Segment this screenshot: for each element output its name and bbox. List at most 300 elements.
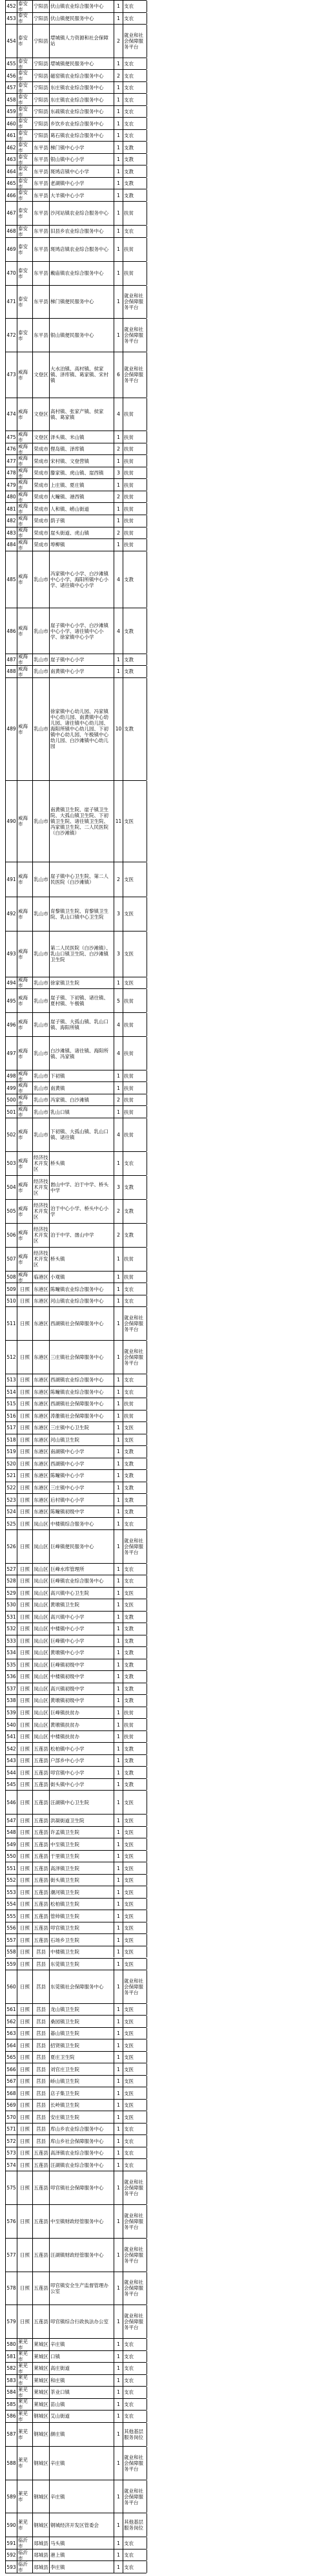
service-type-cell: 支农 xyxy=(123,2135,147,2147)
county-cell: 文登区 xyxy=(33,398,50,431)
row-number: 490 xyxy=(6,781,17,862)
city-cell: 日照 xyxy=(17,1671,33,1683)
table-row xyxy=(5,1694,147,1707)
count-cell: 4 xyxy=(114,1013,123,1036)
unit-cell: 斑鸠店镇中心小学 xyxy=(50,165,114,177)
count-cell: 1 xyxy=(114,1683,123,1695)
city-cell: 莱芜市 xyxy=(17,2411,33,2422)
city-cell: 威海市 xyxy=(17,666,33,677)
service-type-cell: 支教 xyxy=(123,1767,147,1778)
county-cell: 东港区 xyxy=(33,1470,50,1482)
row-number: 513 xyxy=(6,1374,17,1386)
city-cell: 泰安市 xyxy=(17,286,33,319)
count-cell: 2 xyxy=(114,443,123,455)
county-cell: 东平县 xyxy=(33,142,50,153)
count-cell: 1 xyxy=(114,1283,123,1295)
county-cell: 乳山市 xyxy=(33,1070,50,1082)
table-row xyxy=(5,177,147,189)
table-row xyxy=(5,105,147,118)
row-number: 459 xyxy=(6,106,17,118)
table-row xyxy=(5,1814,147,1826)
city-cell: 威海市 xyxy=(17,1094,33,1106)
count-cell: 1 xyxy=(114,2339,123,2350)
city-cell: 泰安市 xyxy=(17,262,33,285)
row-number: 496 xyxy=(6,1013,17,1036)
city-cell: 日照 xyxy=(17,1827,33,1838)
table-row xyxy=(5,1012,147,1036)
county-cell: 莒县 xyxy=(33,2100,50,2111)
unit-cell: 高兴镇中心小学 xyxy=(50,1612,114,1623)
service-type-cell: 扶贫 xyxy=(123,1070,147,1082)
unit-cell: 辛庄镇 xyxy=(50,2480,114,2513)
count-cell: 1 xyxy=(114,1707,123,1719)
city-cell: 日照 xyxy=(17,1875,33,1886)
row-number: 528 xyxy=(6,1575,17,1587)
city-cell: 威海市 xyxy=(17,1082,33,1094)
unit-cell: 堽城镇人力资源和社会保障站 xyxy=(50,25,114,58)
count-cell: 1 xyxy=(114,1791,123,1814)
row-number: 546 xyxy=(6,1791,17,1814)
service-type-cell: 支医 xyxy=(123,1934,147,1946)
unit-cell: 叩官镇卫生院 xyxy=(50,1922,114,1934)
row-number: 549 xyxy=(6,1838,17,1850)
count-cell: 1 xyxy=(114,202,123,225)
table-row xyxy=(5,237,147,261)
service-type-cell: 支教 xyxy=(123,551,147,608)
count-cell: 1 xyxy=(114,1671,123,1683)
row-number: 482 xyxy=(6,515,17,527)
county-cell: 荣成市 xyxy=(33,455,50,467)
row-number: 591 xyxy=(6,2537,17,2549)
service-type-cell: 支教 xyxy=(123,1683,147,1695)
city-cell: 日照 xyxy=(17,2205,33,2238)
unit-cell: 黄墩镇初级中学 xyxy=(50,1695,114,1707)
service-type-cell: 支农 xyxy=(123,2537,147,2549)
unit-cell: 中楼镇初级中学 xyxy=(50,1671,114,1683)
count-cell: 1 xyxy=(114,503,123,515)
city-cell: 日照 xyxy=(17,2147,33,2159)
table-row xyxy=(5,1410,147,1422)
county-cell: 莒县 xyxy=(33,2052,50,2063)
city-cell: 日照 xyxy=(17,1899,33,1910)
unit-cell: 大羊镇中心小学 xyxy=(50,189,114,201)
city-cell: 日照 xyxy=(17,2100,33,2111)
city-cell: 威海市 xyxy=(17,431,33,443)
city-cell: 日照 xyxy=(17,2239,33,2272)
unit-cell: 小观镇 xyxy=(50,1272,114,1283)
unit-cell: 银山镇便民服务中心 xyxy=(50,319,114,352)
unit-cell: 户部乡中心小学 xyxy=(50,1755,114,1767)
row-number: 536 xyxy=(6,1671,17,1683)
city-cell: 威海市 xyxy=(17,443,33,455)
city-cell: 泰安市 xyxy=(17,94,33,105)
table-row xyxy=(5,677,147,780)
unit-cell: 陈疃镇农业综合服务中心 xyxy=(50,1387,114,1398)
row-number: 533 xyxy=(6,1635,17,1647)
table-row xyxy=(5,454,147,467)
row-number: 544 xyxy=(6,1767,17,1778)
city-cell: 威海市 xyxy=(17,897,33,931)
table-row xyxy=(5,491,147,503)
row-number: 589 xyxy=(6,2480,17,2513)
unit-cell: 长岭镇卫生院 xyxy=(50,2100,114,2111)
spreadsheet-table xyxy=(5,0,147,2576)
count-cell: 1 xyxy=(114,2063,123,2075)
county-cell: 五莲县 xyxy=(33,2171,50,2204)
county-cell: 五莲县 xyxy=(33,2239,50,2272)
unit-cell: 夏庄卫生院 xyxy=(50,2052,114,2063)
count-cell: 1 xyxy=(114,2305,123,2338)
unit-cell: 戴庙镇农业综合服务中心 xyxy=(50,262,114,285)
row-number: 522 xyxy=(6,1482,17,1494)
row-number: 488 xyxy=(6,666,17,677)
count-cell: 1 xyxy=(114,1446,123,1458)
table-row xyxy=(5,1958,147,1970)
unit-cell: 辛庄镇 xyxy=(50,2339,114,2350)
county-cell: 乳山市 xyxy=(33,1094,50,1106)
count-cell: 1 xyxy=(114,1875,123,1886)
county-cell: 荣成市 xyxy=(33,515,50,527)
service-type-cell: 支农 xyxy=(123,2411,147,2422)
unit-cell: 松柏镇卫生院 xyxy=(50,1899,114,1910)
county-cell: 东港区 xyxy=(33,1506,50,1518)
unit-cell: 陈疃镇初级中学 xyxy=(50,1506,114,1518)
service-type-cell: 支教 xyxy=(123,1224,147,1247)
row-number: 511 xyxy=(6,1307,17,1340)
table-row xyxy=(5,1458,147,1470)
count-cell: 1 xyxy=(114,455,123,467)
unit-cell: 第二人民医院（白沙滩镇）、乳山口镇卫生院、白沙滩镇卫生院 xyxy=(50,931,114,976)
row-number: 541 xyxy=(6,1731,17,1743)
county-cell: 宁阳县 xyxy=(33,106,50,118)
row-number: 564 xyxy=(6,2039,17,2051)
city-cell: 日照 xyxy=(17,1506,33,1518)
unit-cell: 西湖镇中心小学 xyxy=(50,1458,114,1470)
count-cell: 1 xyxy=(114,1458,123,1470)
city-cell: 威海市 xyxy=(17,527,33,539)
row-number: 543 xyxy=(6,1755,17,1767)
row-number: 508 xyxy=(6,1272,17,1283)
count-cell: 1 xyxy=(114,977,123,989)
service-type-cell: 扶贫 xyxy=(123,491,147,503)
row-number: 463 xyxy=(6,154,17,165)
row-number: 478 xyxy=(6,467,17,479)
count-cell: 1 xyxy=(114,2387,123,2398)
count-cell: 1 xyxy=(114,1659,123,1671)
city-cell: 日照 xyxy=(17,2171,33,2204)
count-cell: 1 xyxy=(114,1272,123,1283)
unit-cell: 沙河站镇农业综合服务中心 xyxy=(50,202,114,225)
count-cell: 1 xyxy=(114,431,123,443)
count-cell: 1 xyxy=(114,1422,123,1434)
unit-cell: 巨峰镇扶贫办 xyxy=(50,1707,114,1719)
service-type-cell: 就业和社会保障服务平台 xyxy=(123,2480,147,2513)
table-row xyxy=(5,1886,147,1898)
service-type-cell: 扶贫 xyxy=(123,1707,147,1719)
city-cell: 泰安市 xyxy=(17,82,33,94)
row-number: 593 xyxy=(6,2561,17,2573)
unit-cell: 和庄镇 xyxy=(50,2375,114,2387)
county-cell: 岚山区 xyxy=(33,1564,50,1575)
city-cell: 日照 xyxy=(17,2028,33,2039)
county-cell: 莒县 xyxy=(33,1959,50,1970)
count-cell: 1 xyxy=(114,189,123,201)
service-type-cell: 支农 xyxy=(123,130,147,142)
county-cell: 东平县 xyxy=(33,286,50,319)
unit-cell: 大水泊镇、高村镇、侯家镇、泽库镇、葛家镇、宋村镇 xyxy=(50,352,114,397)
table-row xyxy=(5,261,147,285)
county-cell: 莒县 xyxy=(33,2028,50,2039)
row-number: 504 xyxy=(6,1176,17,1199)
count-cell: 1 xyxy=(114,1374,123,1386)
count-cell: 1 xyxy=(114,2004,123,2016)
unit-cell: 荫子镇 xyxy=(50,515,114,527)
count-cell: 1 xyxy=(114,178,123,189)
unit-cell: 崖子镇中心小学、白沙滩镇中心小学、诸往镇中心小学、徐家镇中心小学 xyxy=(50,608,114,653)
count-cell: 4 xyxy=(114,1037,123,1070)
count-cell: 1 xyxy=(114,2351,123,2363)
city-cell: 日照 xyxy=(17,2016,33,2027)
unit-cell: 南黄镇 xyxy=(50,1082,114,1094)
unit-cell: 磁窑镇农业综合服务中心 xyxy=(50,70,114,81)
table-row xyxy=(5,2350,147,2363)
table-row xyxy=(5,1306,147,1340)
row-number: 461 xyxy=(6,130,17,142)
unit-cell: 汪湖镇中心卫生院 xyxy=(50,1791,114,1814)
row-number: 457 xyxy=(6,82,17,94)
service-type-cell: 支教 xyxy=(123,1612,147,1623)
unit-cell: 叩官镇综合行政执法办公室 xyxy=(50,2305,114,2338)
service-type-cell: 支医 xyxy=(123,2063,147,2075)
county-cell: 莱城区 xyxy=(33,2399,50,2411)
service-type-cell: 支教 xyxy=(123,678,147,780)
county-cell: 五莲县 xyxy=(33,1815,50,1826)
city-cell: 威海市 xyxy=(17,479,33,491)
service-type-cell: 支教 xyxy=(123,1659,147,1671)
count-cell: 2 xyxy=(114,70,123,81)
unit-cell: 俚岛镇、泽库镇 xyxy=(50,443,114,455)
unit-cell: 徐家镇卫生院 xyxy=(50,977,114,989)
service-type-cell: 支医 xyxy=(123,1946,147,1958)
row-number: 484 xyxy=(6,539,17,551)
county-cell: 五莲县 xyxy=(33,2147,50,2159)
unit-cell: 崮山中学、泊于中学、桥头中学 xyxy=(50,1176,114,1199)
count-cell: 1 xyxy=(114,142,123,153)
count-cell: 1 xyxy=(114,1838,123,1850)
count-cell: 1 xyxy=(114,58,123,70)
city-cell: 威海市 xyxy=(17,455,33,467)
city-cell: 日照 xyxy=(17,1707,33,1719)
unit-cell: 叩官镇中心小学 xyxy=(50,1767,114,1778)
city-cell: 威海市 xyxy=(17,781,33,862)
row-number: 562 xyxy=(6,2016,17,2027)
count-cell: 1 xyxy=(114,2028,123,2039)
service-type-cell: 支农 xyxy=(123,2159,147,2171)
table-row xyxy=(5,81,147,94)
table-row xyxy=(5,1659,147,1671)
row-number: 557 xyxy=(6,1934,17,1946)
county-cell: 临港区 xyxy=(33,1272,50,1283)
city-cell: 威海市 xyxy=(17,654,33,666)
table-row xyxy=(5,12,147,25)
table-row xyxy=(5,189,147,201)
unit-cell: 中至镇财政经管服务中心 xyxy=(50,2205,114,2238)
row-number: 530 xyxy=(6,1599,17,1611)
service-type-cell: 扶贫 xyxy=(123,1094,147,1106)
count-cell: 1 xyxy=(114,1910,123,1922)
row-number: 505 xyxy=(6,1200,17,1223)
county-cell: 荣成市 xyxy=(33,467,50,479)
count-cell: 1 xyxy=(114,1970,123,2003)
table-row xyxy=(5,1151,147,1175)
county-cell: 东港区 xyxy=(33,1374,50,1386)
table-row xyxy=(5,1970,147,2003)
unit-cell: 艾山街道 xyxy=(50,2411,114,2422)
city-cell: 日照 xyxy=(17,1659,33,1671)
city-cell: 日照 xyxy=(17,1470,33,1482)
count-cell: 1 xyxy=(114,2239,123,2272)
table-row xyxy=(5,352,147,397)
count-cell: 2 xyxy=(114,1094,123,1106)
row-number: 512 xyxy=(6,1341,17,1374)
county-cell: 五莲县 xyxy=(33,2205,50,2238)
service-type-cell: 支农 xyxy=(123,2339,147,2350)
count-cell: 1 xyxy=(114,1387,123,1398)
unit-cell: 冯家镇中心小学、白沙滩镇中心小学、海阳所镇中心小学、诸往镇中心小学 xyxy=(50,551,114,608)
table-row xyxy=(5,1742,147,1754)
service-type-cell: 支农 xyxy=(123,2375,147,2387)
city-cell: 威海市 xyxy=(17,467,33,479)
county-cell: 乳山市 xyxy=(33,897,50,931)
county-cell: 乳山市 xyxy=(33,931,50,976)
unit-cell: 西湖镇社会保障服务中心 xyxy=(50,1307,114,1340)
unit-cell: 东庄镇农业综合服务中心 xyxy=(50,82,114,94)
city-cell: 泰安市 xyxy=(17,106,33,118)
service-type-cell: 支教 xyxy=(123,165,147,177)
county-cell: 宁阳县 xyxy=(33,70,50,81)
unit-cell: 辛庄镇 xyxy=(50,2447,114,2480)
service-type-cell: 扶贫 xyxy=(123,1013,147,1036)
city-cell: 日照 xyxy=(17,1588,33,1599)
table-row xyxy=(5,2422,147,2446)
unit-cell: 口镇 xyxy=(50,2351,114,2363)
county-cell: 岚山区 xyxy=(33,1659,50,1671)
service-type-cell: 支农 xyxy=(123,1518,147,1529)
county-cell: 岚山区 xyxy=(33,1731,50,1743)
unit-cell: 管帅镇卫生院 xyxy=(50,1910,114,1922)
service-type-cell: 支医 xyxy=(123,1862,147,1874)
county-cell: 东港区 xyxy=(33,1410,50,1422)
city-cell: 日照 xyxy=(17,2159,33,2171)
service-type-cell: 扶贫 xyxy=(123,1731,147,1743)
city-cell: 莱芜市 xyxy=(17,2423,33,2446)
city-cell: 莱芜市 xyxy=(17,2387,33,2398)
county-cell: 东港区 xyxy=(33,1398,50,1410)
county-cell: 东港区 xyxy=(33,1434,50,1446)
county-cell: 莒县 xyxy=(33,2076,50,2087)
unit-cell: 滕家镇、虎山镇、崖西镇 xyxy=(50,467,114,479)
service-type-cell: 支教 xyxy=(123,1482,147,1494)
row-number: 570 xyxy=(6,2111,17,2123)
count-cell: 1 xyxy=(114,1410,123,1422)
count-cell: 1 xyxy=(114,1588,123,1599)
city-cell: 威海市 xyxy=(17,1224,33,1247)
county-cell: 岚山区 xyxy=(33,1647,50,1659)
city-cell: 威海市 xyxy=(17,1200,33,1223)
count-cell: 1 xyxy=(114,2052,123,2063)
county-cell: 荣成市 xyxy=(33,503,50,515)
service-type-cell: 支农 xyxy=(123,70,147,81)
count-cell: 1 xyxy=(114,1564,123,1575)
service-type-cell: 支医 xyxy=(123,2039,147,2051)
city-cell: 日照 xyxy=(17,1446,33,1458)
row-number: 550 xyxy=(6,1851,17,1862)
service-type-cell: 扶贫 xyxy=(123,1410,147,1422)
table-row xyxy=(5,988,147,1012)
row-number: 473 xyxy=(6,352,17,397)
service-type-cell: 支医 xyxy=(123,2028,147,2039)
city-cell: 日照 xyxy=(17,2305,33,2338)
city-cell: 日照 xyxy=(17,1779,33,1791)
city-cell: 日照 xyxy=(17,2004,33,2016)
service-type-cell: 支医 xyxy=(123,1791,147,1814)
county-cell: 莒县 xyxy=(33,2087,50,2099)
count-cell: 1 xyxy=(114,2399,123,2411)
table-row xyxy=(5,665,147,677)
county-cell: 宁阳县 xyxy=(33,25,50,58)
service-type-cell: 支教 xyxy=(123,666,147,677)
table-row xyxy=(5,1469,147,1482)
county-cell: 莒县 xyxy=(33,1970,50,2003)
count-cell: 1 xyxy=(114,2513,123,2537)
unit-cell: 中楼镇综合服务中心 xyxy=(50,1518,114,1529)
row-number: 470 xyxy=(6,262,17,285)
unit-cell: 伏山镇农业综合服务中心 xyxy=(50,1,114,12)
count-cell: 1 xyxy=(114,2549,123,2561)
row-number: 503 xyxy=(6,1152,17,1175)
row-number: 583 xyxy=(6,2375,17,2387)
table-row xyxy=(5,1081,147,1094)
unit-cell: 西湖镇社会保障服务中心 xyxy=(50,1398,114,1410)
county-cell: 乳山市 xyxy=(33,608,50,653)
table-row xyxy=(5,1623,147,1635)
county-cell: 乳山市 xyxy=(33,1082,50,1094)
county-cell: 五莲县 xyxy=(33,1934,50,1946)
row-number: 491 xyxy=(6,862,17,897)
row-number: 585 xyxy=(6,2399,17,2411)
city-cell: 日照 xyxy=(17,1482,33,1494)
county-cell: 经济技术开发区 xyxy=(33,1224,50,1247)
table-row xyxy=(5,2386,147,2398)
county-cell: 东港区 xyxy=(33,1446,50,1458)
service-type-cell: 支医 xyxy=(123,1815,147,1826)
row-number: 576 xyxy=(6,2205,17,2238)
row-number: 481 xyxy=(6,503,17,515)
county-cell: 五莲县 xyxy=(33,1886,50,1898)
county-cell: 东港区 xyxy=(33,1283,50,1295)
table-row xyxy=(5,502,147,515)
unit-cell: 泊于中学、崮山中学 xyxy=(50,1224,114,1247)
county-cell: 莱城区 xyxy=(33,2375,50,2387)
city-cell: 日照 xyxy=(17,1564,33,1575)
county-cell: 荣成市 xyxy=(33,539,50,551)
county-cell: 经济技术开发区 xyxy=(33,1200,50,1223)
table-row xyxy=(5,2410,147,2422)
county-cell: 东港区 xyxy=(33,1341,50,1374)
service-type-cell: 扶贫 xyxy=(123,1719,147,1730)
unit-cell: 三庄镇社会保障服务中心 xyxy=(50,1341,114,1374)
city-cell: 日照 xyxy=(17,1410,33,1422)
